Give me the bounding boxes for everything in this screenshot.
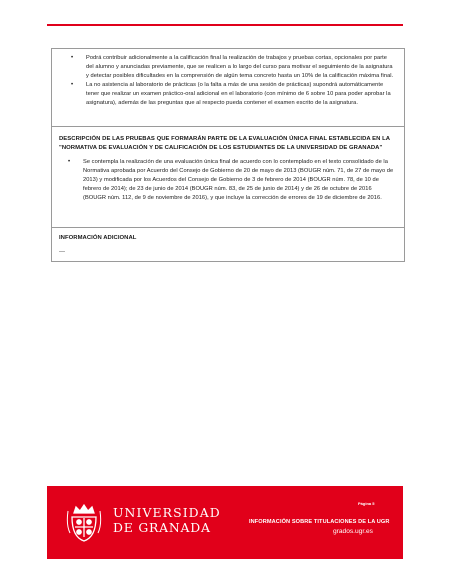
footer-url-link[interactable]: grados.ugr.es [333,528,373,535]
final-evaluation-list [59,158,396,203]
bullet-icon: • [68,159,71,165]
university-seal-icon [66,503,102,543]
header-rule [47,24,403,26]
list-item: • Podrá contribuir adicionalmente a la calificación final la realización de trabajos y pruebas cortas, opcionales por parte del alumno y anunciadas previamente, que se realicen a lo largo del curso para motivar el seguimiento de la asignatura y detectar posibles dificultades en la comprensión de algún tema concreto hasta un 10% de la calificación máxima final. [71,55,394,79]
footer-banner [47,486,403,559]
bullet-icon: • [71,81,74,88]
final-evaluation-cell [52,127,404,228]
page-number: Página 5 [358,501,375,506]
list-item: • Se contempla la realización de una evaluación única final de acuerdo con lo contemplado en el texto consolidado de la Normativa aprobada por Acuerdo del Consejo de Gobierno de 20 de mayo de 2013 (BOUGR núm. 71, de 27 de mayo de 2013) y modificada por los Acuerdos del Consejo de Gobierno de 3 de febrero de 2014 (BOUGR núm. 78, de 10 de febrero de 2014); de 23 de junio de 2014 (BOUGR núm. 83, de 25 de junio de 2014) y de 26 de octubre de 2016 (BOUGR núm. 112, de 9 de noviembre de 2016), y que incluye la corrección de errores de 19 de diciembre de 2016. [68,159,394,202]
evaluation-notes-cell [52,49,404,127]
additional-info-heading: INFORMACIÓN ADICIONAL [59,235,137,241]
final-evaluation-heading: DESCRIPCIÓN DE LAS PRUEBAS QUE FORMARÁN PARTE DE LA EVALUACIÓN ÚNICA FINAL ESTABLECIDA EN LA "NORMATIVA DE EVALUACIÓN Y DE CALIFICACIÓN DE LOS ESTUDIANTES DE LA UNIVERSIDAD DE GRANADA" [59,136,390,151]
footer-info-title: INFORMACIÓN SOBRE TITULACIONES DE LA UGR [249,519,390,525]
evaluation-table [51,48,405,262]
bullet-icon: • [71,55,74,61]
additional-info-cell [52,228,404,261]
additional-info-content: --- [59,249,65,255]
list-item: • La no asistencia al laboratorio de prácticas (o la falta a más de una sesión de prácticas) supondrá automáticamente tener que realizar un examen práctico-oral adicional en el laboratorio (con mínimo de 6 sobre 10 para poder aprobar la asignatura), además de las preguntas que al respecto pueda contener el examen escrito de la asignatura. [71,81,391,106]
evaluation-notes-list [62,54,396,107]
university-logo-text: UNIVERSIDAD DE GRANADA [113,505,221,535]
